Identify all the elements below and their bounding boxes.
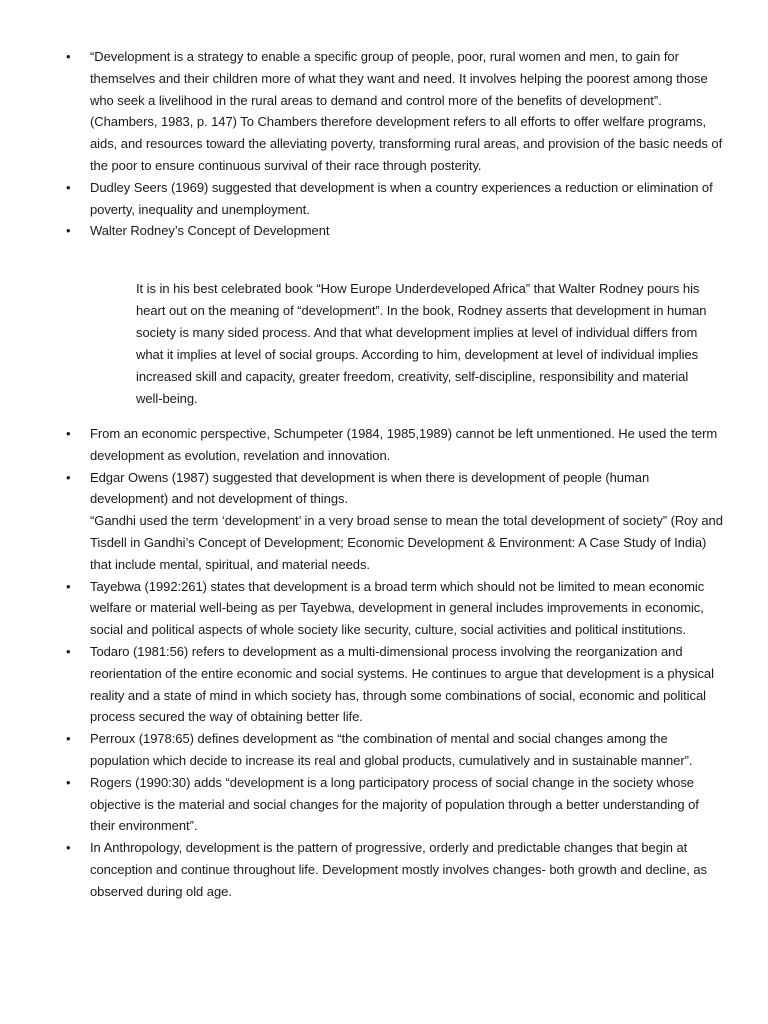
- list-item-text: “Development is a strategy to enable a specific group of people, poor, rural women and men, to gain for themselves and their children more of what they want and need. It involves helping the poorest among those who seek a livelihood in the rural areas to demand and control more of the benefits of development”. (Chambers, 1983, p. 147) To Chambers therefore development refers to all efforts to offer welfare programs, aids, and resources toward the alleviating poverty, transforming rural areas, and provision of the basic needs of the poor to ensure continuous survival of their race through posterity.: [90, 49, 723, 173]
- bullet-list-second: [0, 423, 768, 903]
- bullet-marker: •: [66, 731, 71, 747]
- list-item-text: In Anthropology, development is the pattern of progressive, orderly and predictable changes that begin at conception and continue throughout life. Development mostly involves changes- both growth and decline, as observed during old age.: [90, 840, 707, 899]
- list-item-chambers: [0, 46, 768, 177]
- bullet-marker: •: [66, 469, 71, 485]
- bullet-marker: •: [66, 840, 71, 856]
- bullet-marker: •: [66, 578, 71, 594]
- list-item-tayebwa: [0, 576, 768, 641]
- gandhi-paragraph: “Gandhi used the term ‘development’ in a very broad sense to mean the total development of society” (Roy and Tisdell in Gandhi’s Concept of Development; Economic Development & Environment: A Case Study of India) that include mental, spiritual, and material needs.: [90, 513, 723, 572]
- list-item-seers: [0, 177, 768, 221]
- list-item-perroux: [0, 728, 768, 772]
- list-item-text: Todaro (1981:56) refers to development as a multi-dimensional process involving the reorganization and reorientation of the entire economic and social systems. He continues to argue that development is a physical reality and a state of mind in which society has, through some combinations of social, economic and political process secured the way of obtaining better life.: [90, 643, 714, 725]
- bullet-list-first: [0, 46, 768, 242]
- list-item-text: Walter Rodney’s Concept of Development: [90, 223, 330, 239]
- list-item-text: Perroux (1978:65) defines development as “the combination of mental and social changes among the population which decide to increase its real and global products, cumulatively and in sustainable manner”.: [90, 731, 693, 768]
- list-item-owens: [0, 467, 768, 576]
- bullet-marker: •: [66, 179, 71, 195]
- list-item-text: Edgar Owens (1987) suggested that development is when there is development of people (human development) and not development of things.: [90, 469, 650, 507]
- bullet-marker: •: [66, 49, 71, 64]
- list-item-text: Tayebwa (1992:261) states that development is a broad term which should not be limited to mean economic welfare or material well-being as per Tayebwa, development in general includes improvements in economic, social and political aspects of whole society like security, culture, social activities and political institutions.: [90, 578, 705, 638]
- list-item-text: Rogers (1990:30) adds “development is a long participatory process of social change in the society whose objective is the material and social changes for the majority of population through a better understanding of their environment”.: [90, 774, 699, 834]
- list-item-rodney-heading: [0, 220, 768, 242]
- list-item-todaro: [0, 641, 768, 728]
- list-item-rogers: [0, 772, 768, 837]
- rodney-section: [0, 278, 768, 410]
- bullet-marker: •: [66, 774, 71, 790]
- bullet-marker: •: [66, 643, 71, 659]
- bullet-marker: •: [66, 223, 71, 239]
- list-item-text: From an economic perspective, Schumpeter (1984, 1985,1989) cannot be left unmentioned. He used the term development as evolution, revelation and innovation.: [90, 426, 718, 463]
- list-item-schumpeter: [0, 423, 768, 467]
- rodney-paragraph: It is in his best celebrated book “How Europe Underdeveloped Africa” that Walter Rodney pours his heart out on the meaning of “development”. In the book, Rodney asserts that development in human society is many sided process. And that what development implies at level of individual differs from what it implies at level of social groups. According to him, development at level of individual implies increased skill and capacity, greater freedom, creativity, self-discipline, responsibility and material well-being.: [136, 281, 707, 406]
- list-item-anthropology: [0, 837, 768, 902]
- list-item-text: Dudley Seers (1969) suggested that development is when a country experiences a reduction or elimination of poverty, inequality and unemployment.: [90, 179, 713, 217]
- bullet-marker: •: [66, 426, 71, 441]
